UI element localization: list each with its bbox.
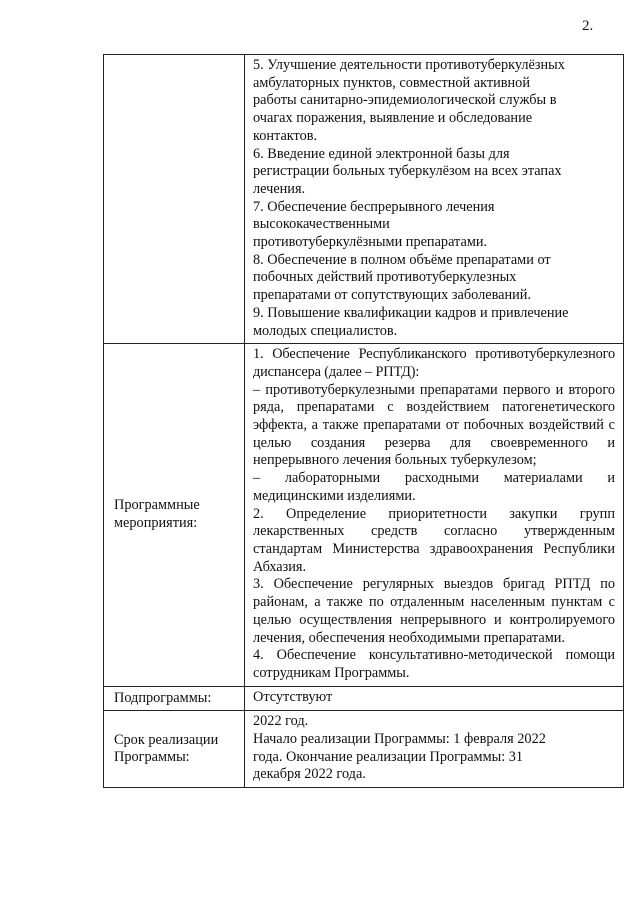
tasks-line: препаратами от сопутствующих заболеваний.: [253, 287, 532, 304]
term-label: Срок реализации Программы:: [104, 711, 245, 788]
measure-paragraph: 4. Обеспечение консультативно-методической помощи сотрудникам Программы.: [253, 647, 615, 681]
tasks-line: 5. Улучшение деятельности противотуберкулёзных: [253, 57, 565, 73]
tasks-line: побочных действий противотуберкулезных: [253, 269, 517, 286]
subprograms-value: Отсутствуют: [245, 686, 624, 711]
tasks-line: противотуберкулёзными препаратами.: [253, 234, 488, 251]
term-line: декабря 2022 года.: [253, 766, 366, 783]
subprograms-label: Подпрограммы:: [104, 686, 245, 711]
page-number: 2.: [582, 18, 594, 34]
measures-content-cell: [245, 344, 624, 686]
tasks-line: очагах поражения, выявление и обследование: [253, 110, 533, 127]
tasks-line: 9. Повышение квалификации кадров и привлечение: [253, 304, 569, 321]
measures-label: Программные мероприятия:: [104, 344, 245, 686]
tasks-line: 7. Обеспечение беспрерывного лечения: [253, 198, 495, 215]
table-row-measures: [104, 344, 624, 686]
table-row-term: [104, 711, 624, 788]
tasks-content-cell: [245, 55, 624, 344]
measure-paragraph: – лабораторными расходными материалами и медицинскими изделиями.: [253, 470, 615, 504]
tasks-line: контактов.: [253, 127, 318, 144]
term-line: Начало реализации Программы: 1 февраля 2022: [253, 731, 546, 748]
tasks-line: работы санитарно-эпидемиологической службы в: [253, 92, 557, 109]
tasks-line: 8. Обеспечение в полном объёме препаратами от: [253, 251, 551, 268]
tasks-line: 6. Введение единой электронной базы для: [253, 145, 510, 162]
tasks-line: молодых специалистов.: [253, 322, 398, 339]
table-row-subprograms: [104, 686, 624, 711]
measure-paragraph: – противотуберкулезными препаратами первого и второго ряда, препаратами с воздействием патогенетического эффекта, а также препаратами от побочных воздействий с целью создания резерва для своевременного и непрерывного лечения больных туберкулезом;: [253, 381, 615, 469]
tasks-line: амбулаторных пунктов, совместной активной: [253, 74, 530, 91]
term-line: года. Окончание реализации Программы: 31: [253, 748, 524, 765]
tasks-line: лечения.: [253, 180, 306, 197]
tasks-line: регистрации больных туберкулёзом на всех этапах: [253, 163, 562, 180]
measure-paragraph: 3. Обеспечение регулярных выездов бригад РПТД по районам, а также по отдаленным населенным пунктам с целью осуществления непрерывного и контролируемого лечения, обеспечения необходимыми препаратами.: [253, 576, 615, 646]
tasks-line: высококачественными: [253, 216, 390, 233]
tasks-label-cell: [104, 55, 245, 344]
measure-paragraph: 2. Определение приоритетности закупки групп лекарственных средств согласно утвержденным стандартам Министерства здравоохранения Республики Абхазия.: [253, 505, 615, 575]
term-line: 2022 год.: [253, 713, 309, 730]
program-passport-table: [103, 54, 624, 788]
table-row-tasks: [104, 55, 624, 344]
measure-paragraph: 1. Обеспечение Республиканского противотуберкулезного диспансера (далее – РПТД):: [253, 346, 615, 380]
term-content-cell: [245, 711, 624, 788]
